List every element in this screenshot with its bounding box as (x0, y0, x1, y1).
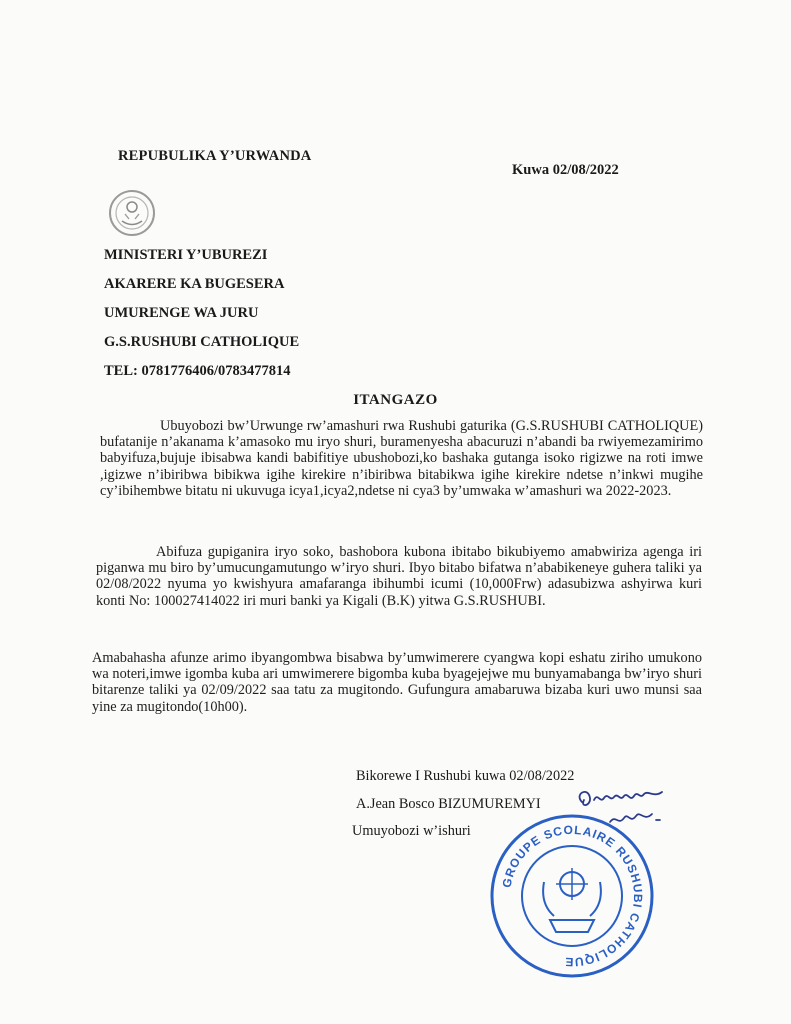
signatory-role: Umuyobozi w’ishuri (352, 823, 471, 839)
paragraph-1: Ubuyobozi bw’Urwunge rw’amashuri rwa Rushubi gaturika (G.S.RUSHUBI CATHOLIQUE) bufatanije n’akanama k’amasoko mu iryo shuri, buramenyesha abacuruzi n’abandi ba rwiyemezamirimo babyifuza,bujuje ibisabwa kandi babifitiye ubushobozi,ko bashaka gutanga isoko rigizwe na roti imwe ,igizwe n’ibiribwa bibikwa igihe kirekire n’ibiribwa bitabikwa igihe kirekire ndetse n’inkwi mugihe cy’ibihembwe bitatu ni ukuvuga icya1,icya2,ndetse ni cya3 by’umwaka w’amashuri wa 2022-2023. (100, 418, 703, 499)
paragraph-3: Amabahasha afunze arimo ibyangombwa bisabwa by’umwimerere cyangwa kopi eshatu ziriho umukono wa noteri,imwe igomba kuba ari umwimerere bigomba kuba byagejejwe mu bunyamabanga bw’iryo shuri bitarenze taliki ya 02/09/2022 saa tatu za mugitondo. Gufungura amabaruwa bizaba kuri uwo munsi saa yine za mugitondo(10h00). (92, 650, 702, 715)
republic-heading: REPUBULIKA Y’URWANDA (118, 148, 312, 164)
rwanda-emblem-icon (107, 188, 157, 238)
telephone: TEL: 0781776406/0783477814 (104, 363, 291, 379)
signatory-name: A.Jean Bosco BIZUMUREMYI (356, 796, 541, 812)
notice-title: ITANGAZO (353, 392, 438, 408)
ministry-name: MINISTERI Y’UBUREZI (104, 247, 268, 263)
document-date: Kuwa 02/08/2022 (512, 162, 619, 178)
svg-text:GROUPE SCOLAIRE RUSHUBI CATHOL: GROUPE SCOLAIRE RUSHUBI CATHOLIQUE (499, 822, 646, 970)
school-stamp (488, 812, 656, 980)
sector-name: UMURENGE WA JURU (104, 305, 259, 321)
district-name: AKARERE KA BUGESERA (104, 276, 285, 292)
signoff-place-date: Bikorewe I Rushubi kuwa 02/08/2022 (356, 768, 575, 784)
paragraph-2: Abifuza gupiganira iryo soko, bashobora kubona ibitabo bikubiyemo amabwiriza agenga iri piganwa mu biro by’umucungamutungo w’iryo shuri. Ibyo bitabo bifatwa n’ababikeneye guhera taliki ya 02/08/2022 nyuma yo kwishyura amafaranga ibihumbi icumi (10,000Frw) adasubizwa ashyirwa kuri konti No: 100027414022 iri muri banki ya Kigali (B.K) yitwa G.S.RUSHUBI. (96, 544, 702, 609)
school-name: G.S.RUSHUBI CATHOLIQUE (104, 334, 300, 350)
organization-block (104, 241, 299, 386)
